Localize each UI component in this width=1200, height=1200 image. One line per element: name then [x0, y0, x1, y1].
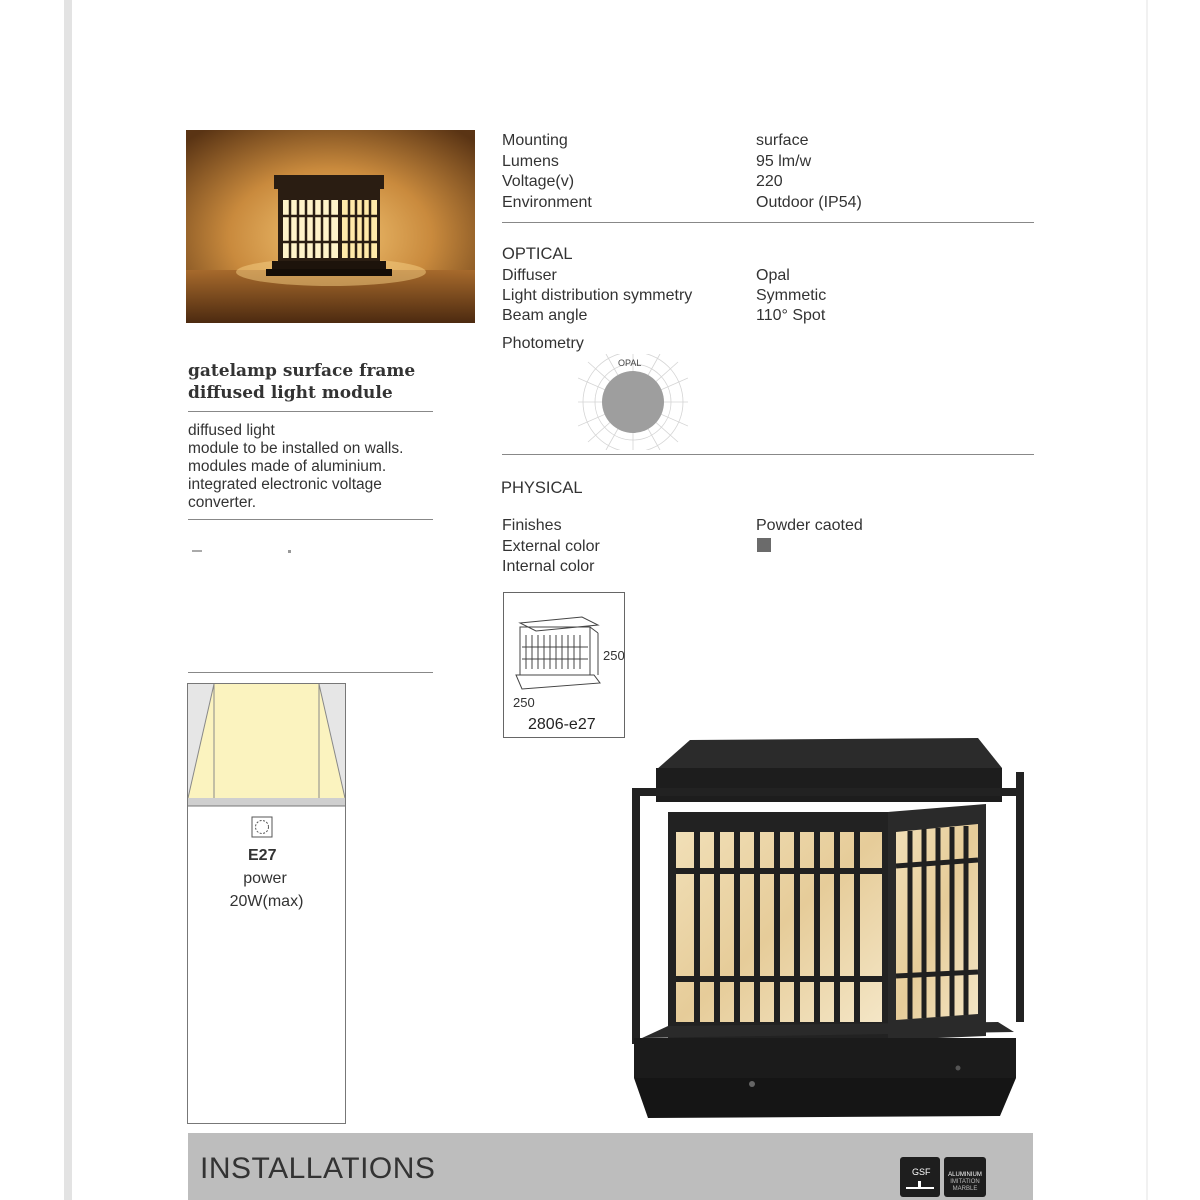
spec-label-finishes: Finishes — [502, 516, 562, 534]
spec-label-mounting: Mounting — [502, 132, 568, 149]
aluminium-marble-badge — [944, 1157, 986, 1197]
hero-lamp-photo — [186, 130, 475, 323]
power-value: 20W(max) — [229, 893, 304, 910]
optical-divider — [502, 454, 1034, 455]
installations-title: INSTALLATIONS — [200, 1152, 436, 1185]
dimension-width: 250 — [513, 695, 535, 710]
gsf-badge-label: GSF — [912, 1167, 931, 1177]
dimension-height: 250 — [603, 648, 625, 663]
page-edge-left — [64, 0, 72, 1200]
spec-value-lumens: 95 lm/w — [756, 152, 812, 170]
photometry-diagram — [578, 354, 688, 450]
external-color-swatch — [757, 538, 771, 552]
spec-label-beam-angle: Beam angle — [502, 306, 588, 324]
spec-value-voltage: 220 — [756, 173, 783, 190]
spec-label-lumens: Lumens — [502, 152, 559, 170]
beam-diagram-panel — [187, 683, 346, 1124]
photometry-chart-label: OPAL — [618, 358, 642, 368]
spec-label-external-color: External color — [502, 537, 600, 555]
power-label: power — [243, 870, 287, 887]
description-line: converter. — [188, 494, 257, 511]
optical-heading: OPTICAL — [502, 245, 573, 263]
spec-value-beam-angle: 110° Spot — [756, 306, 826, 324]
bulb-socket-icon — [251, 816, 273, 838]
spec-value-distribution: Symmetic — [756, 286, 827, 304]
product-title-line1: gatelamp surface frame — [188, 361, 416, 381]
bulb-socket-type: E27 — [248, 847, 277, 864]
description-line: module to be installed on walls. — [188, 440, 404, 457]
badge-line: IMITATION — [950, 1179, 980, 1185]
gsf-badge — [900, 1157, 940, 1197]
spec-value-mounting: surface — [756, 132, 809, 149]
description-line: integrated electronic voltage — [188, 476, 382, 493]
description-line: diffused light — [188, 422, 275, 439]
description-line: modules made of aluminium. — [188, 458, 387, 475]
photometry-label: Photometry — [502, 335, 584, 352]
title-divider — [188, 411, 433, 412]
product-render — [628, 736, 1028, 1120]
mounting-icon-stem — [918, 1181, 921, 1188]
spec-value-diffuser: Opal — [756, 266, 790, 284]
description-divider — [188, 519, 433, 520]
spec-value-environment: Outdoor (IP54) — [756, 193, 862, 211]
faint-mark — [192, 550, 202, 552]
section-divider — [188, 672, 433, 673]
dimension-drawing — [503, 592, 625, 738]
badge-line: ALUMINIUM — [948, 1172, 982, 1178]
product-description — [188, 422, 438, 512]
product-title-line2: diffused light module — [188, 383, 393, 403]
spec-label-internal-color: Internal color — [502, 558, 595, 575]
general-divider — [502, 222, 1034, 223]
product-title — [188, 360, 438, 404]
spec-value-finishes: Powder caoted — [756, 516, 863, 534]
spec-label-distribution: Light distribution symmetry — [502, 286, 693, 304]
faint-mark — [288, 550, 291, 553]
spec-label-voltage: Voltage(v) — [502, 173, 575, 190]
spec-label-diffuser: Diffuser — [502, 266, 557, 284]
physical-heading: PHYSICAL — [501, 479, 583, 497]
badge-line: MARBLE — [952, 1186, 978, 1192]
model-number: 2806-e27 — [528, 716, 596, 733]
page-edge-right — [1146, 0, 1148, 1200]
spec-label-environment: Environment — [502, 193, 592, 211]
